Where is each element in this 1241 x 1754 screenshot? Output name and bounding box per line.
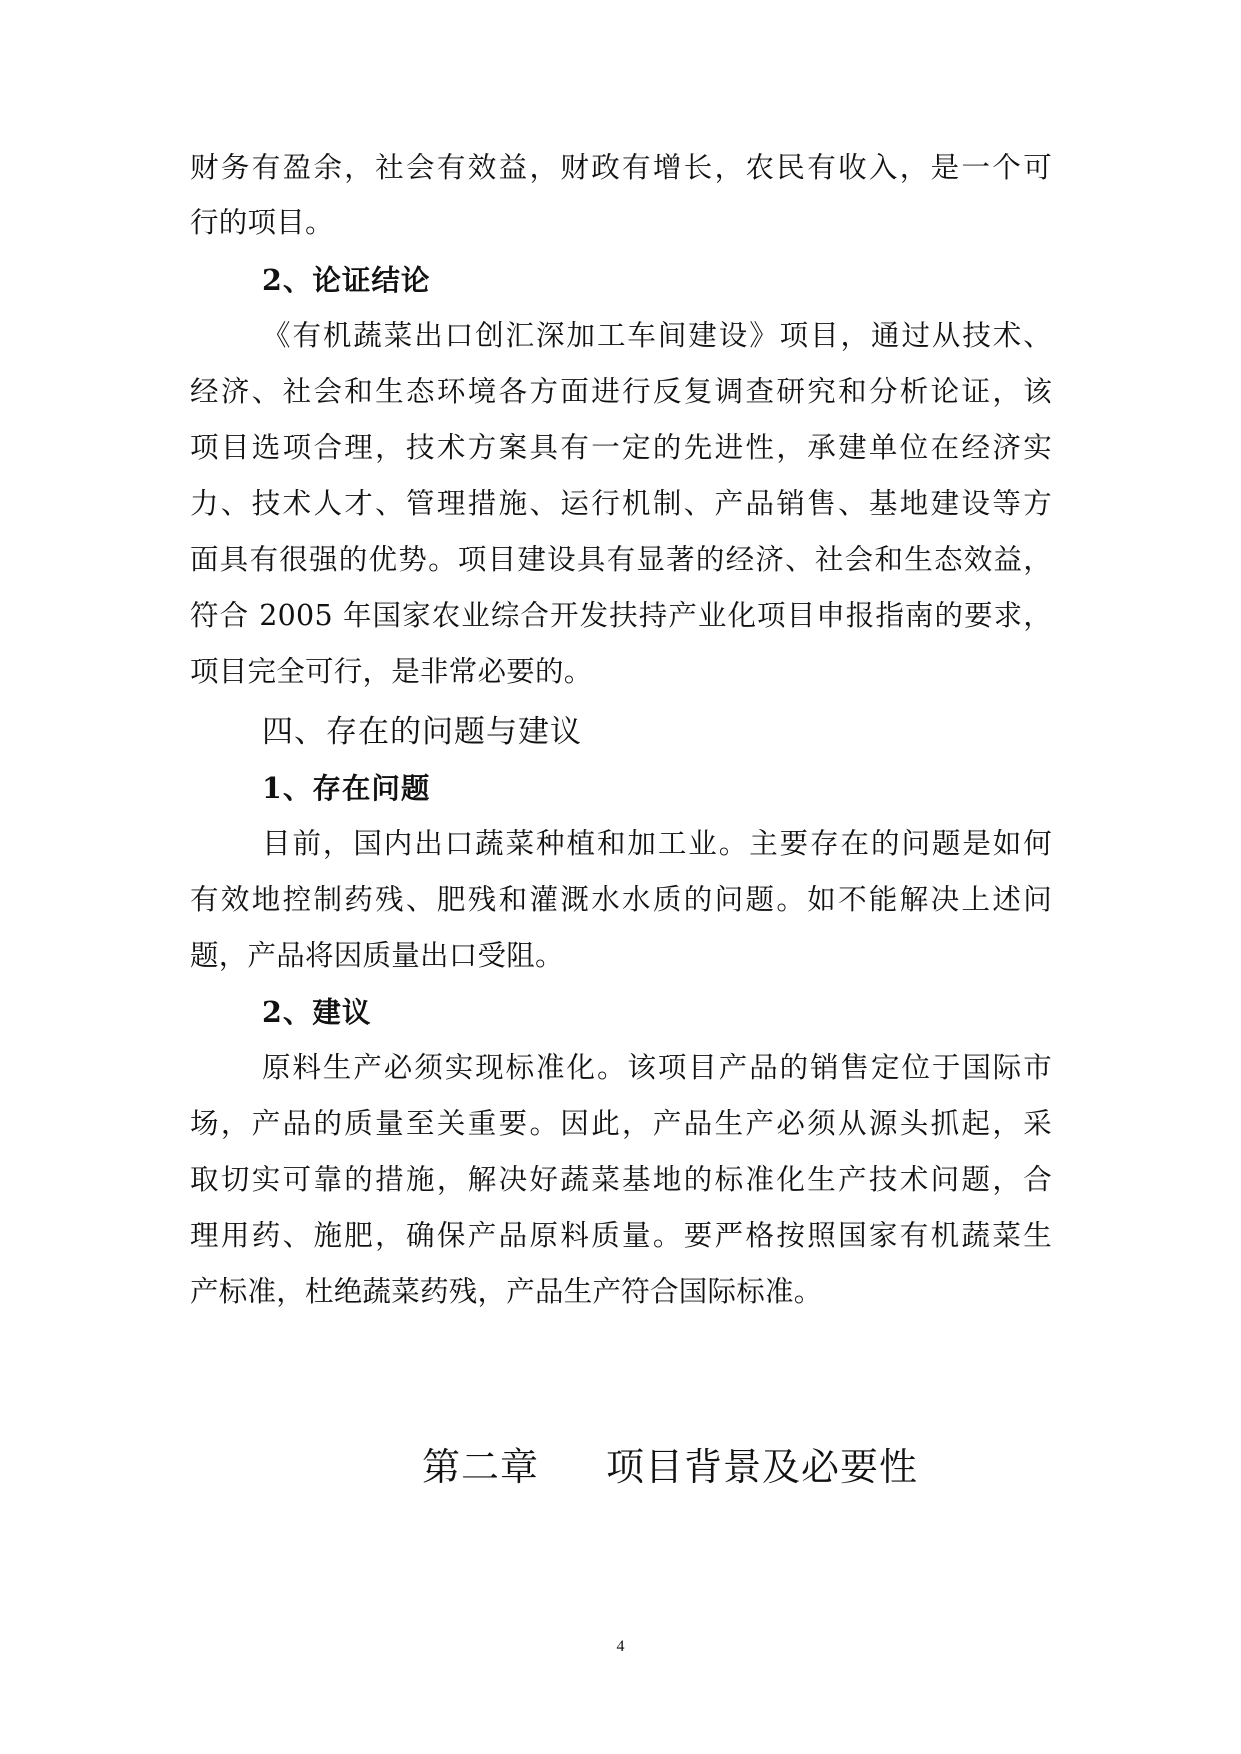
conclusion-heading: 2、论证结论 [262, 263, 431, 297]
conclusion-line-3: 项目选项合理，技术方案具有一定的先进性，承建单位在经济实 [190, 431, 1052, 464]
page-number: 4 [616, 1638, 625, 1655]
suggestions-line-1: 原料生产必须实现标准化。该项目产品的销售定位于国际市 [262, 1051, 1052, 1084]
intro-line-2: 行的项目。 [190, 206, 334, 239]
problems-line-3: 题，产品将因质量出口受阻。 [190, 939, 564, 972]
conclusion-line-4: 力、技术人才、管理措施、运行机制、产品销售、基地建设等方 [190, 487, 1052, 520]
conclusion-line-1: 《有机蔬菜出口创汇深加工车间建设》项目，通过从技术、 [262, 319, 1052, 352]
problems-line-2: 有效地控制药残、肥残和灌溉水水质的问题。如不能解决上述问 [190, 883, 1052, 916]
problems-heading: 1、存在问题 [262, 771, 431, 805]
chapter-number: 第二章 [422, 1445, 540, 1489]
conclusion-line-7: 项目完全可行，是非常必要的。 [190, 655, 593, 688]
section-four-heading: 四、存在的问题与建议 [262, 714, 582, 750]
suggestions-heading: 2、建议 [262, 995, 372, 1029]
conclusion-line-6: 符合 2005 年国家农业综合开发扶持产业化项目申报指南的要求， [190, 599, 1052, 632]
suggestions-line-2: 场，产品的质量至关重要。因此，产品生产必须从源头抓起，采 [190, 1107, 1052, 1140]
suggestions-line-3: 取切实可靠的措施，解决好蔬菜基地的标准化生产技术问题，合 [190, 1163, 1052, 1196]
intro-line-1: 财务有盈余，社会有效益，财政有增长，农民有收入，是一个可 [190, 151, 1052, 184]
suggestions-line-4: 理用药、施肥，确保产品原料质量。要严格按照国家有机蔬菜生 [190, 1219, 1052, 1252]
suggestions-line-5: 产标准，杜绝蔬菜药残，产品生产符合国际标准。 [190, 1275, 823, 1308]
conclusion-line-5: 面具有很强的优势。项目建设具有显著的经济、社会和生态效益， [190, 543, 1052, 576]
problems-line-1: 目前，国内出口蔬菜种植和加工业。主要存在的问题是如何 [262, 827, 1052, 860]
conclusion-line-2: 经济、社会和生态环境各方面进行反复调查研究和分析论证，该 [190, 375, 1052, 408]
chapter-title: 项目背景及必要性 [606, 1445, 919, 1489]
